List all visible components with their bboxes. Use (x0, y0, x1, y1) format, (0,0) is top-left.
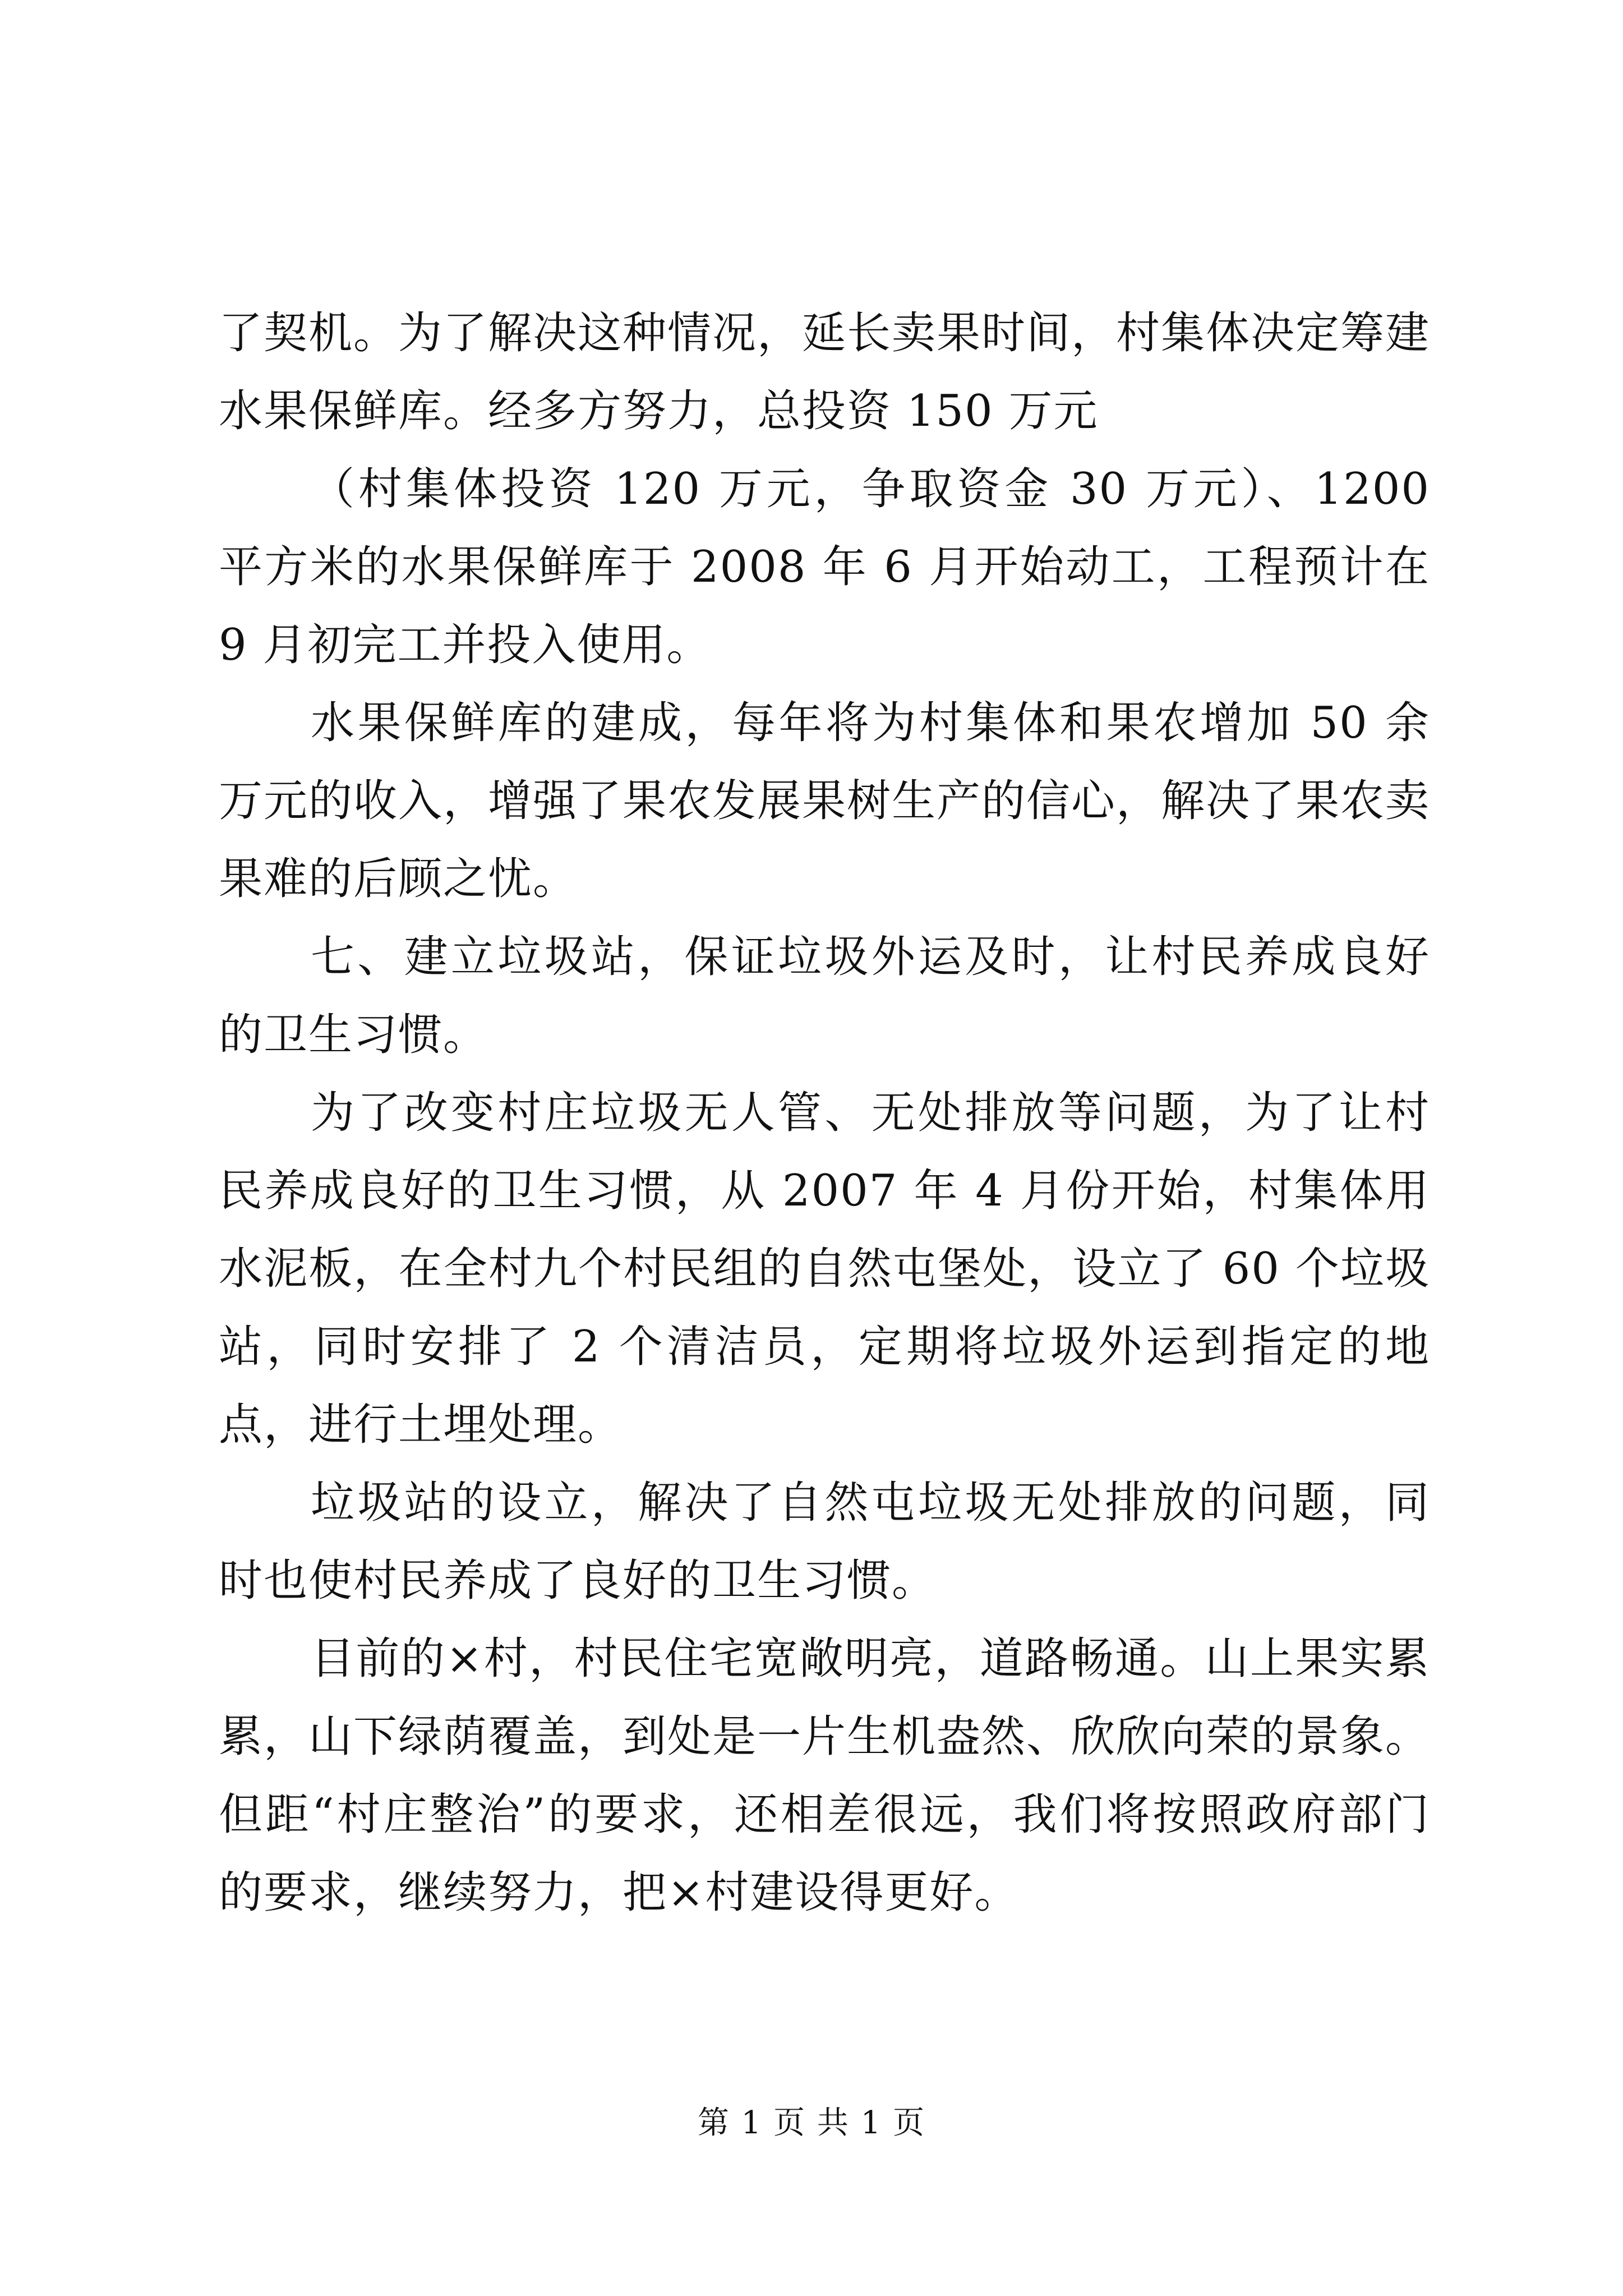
document-body (219, 295, 1430, 1932)
paragraph-6: 垃圾站的设立，解决了自然屯垃圾无处排放的问题，同时也使村民养成了良好的卫生习惯。 (219, 1478, 1430, 1606)
paragraph-2: （村集体投资 120 万元，争取资金 30 万元）、1200 平方米的水果保鲜库于 2008 年 6 月开始动工，工程预计在 9 月初完工并投入使用。 (219, 464, 1430, 670)
paragraph-5: 为了改变村庄垃圾无人管、无处排放等问题，为了让村民养成良好的卫生习惯，从 2007 年 4 月份开始，村集体用水泥板，在全村九个村民组的自然屯堡处，设立了 60 个垃圾站，同时安排了 2 个清洁员，定期将垃圾外运到指定的地点，进行土埋处理。 (219, 1088, 1430, 1450)
paragraph-7: 目前的×村，村民住宅宽敞明亮，道路畅通。山上果实累累，山下绿荫覆盖，到处是一片生机盎然、欣欣向荣的景象。但距“村庄整治”的要求，还相差很远，我们将按照政府部门的要求，继续努力，把×村建设得更好。 (219, 1634, 1431, 1918)
paragraph-1: 了契机。为了解决这种情况，延长卖果时间，村集体决定筹建水果保鲜库。经多方努力，总投资 150 万元 (219, 308, 1431, 436)
page-footer: 第 1 页 共 1 页 (697, 2105, 926, 2141)
paragraph-3: 水果保鲜库的建成，每年将为村集体和果农增加 50 余万元的收入，增强了果农发展果树生产的信心，解决了果农卖果难的后顾之忧。 (219, 698, 1431, 904)
section-heading-seven: 七、建立垃圾站，保证垃圾外运及时，让村民养成良好的卫生习惯。 (219, 932, 1430, 1060)
